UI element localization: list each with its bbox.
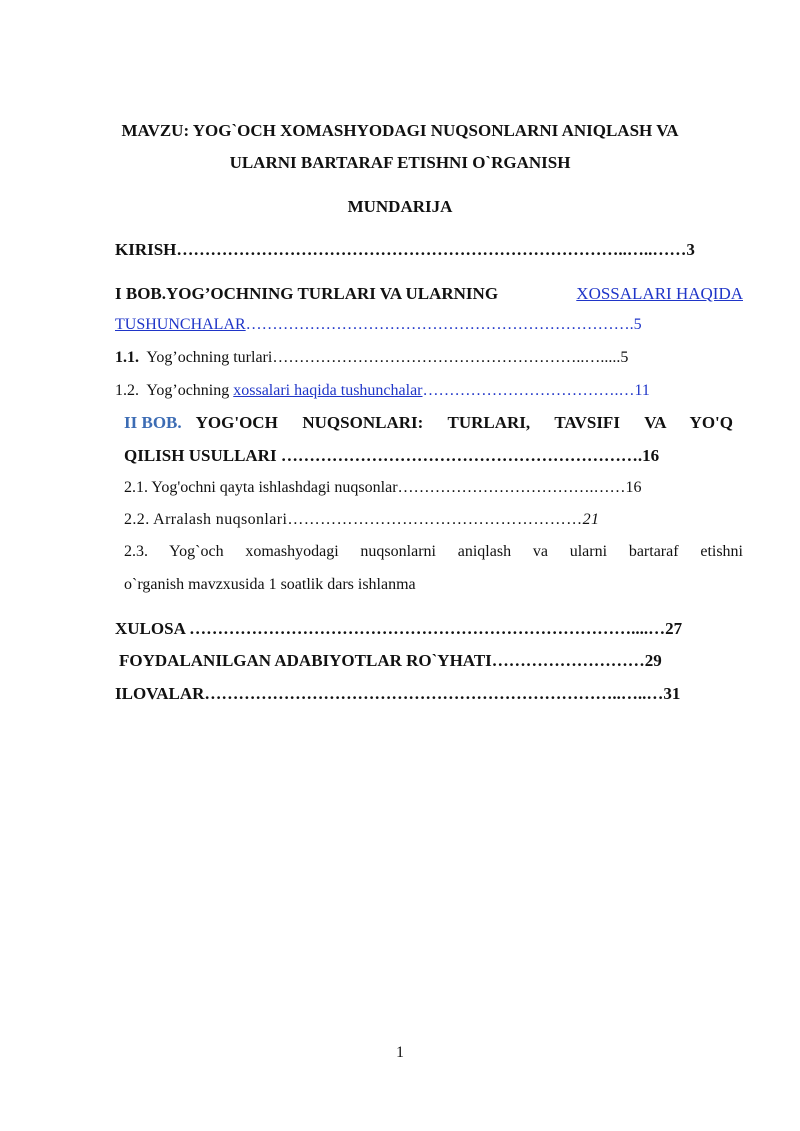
section-dots: ……………………………….…11 bbox=[422, 382, 650, 399]
toc-entry-bob1-line2 bbox=[115, 316, 642, 334]
toc-entry-adabiyotlar: FOYDALANILGAN ADABIYOTLAR RO`YHATI………………………29 bbox=[119, 651, 662, 670]
bob1-link-xossalari[interactable]: XOSSALARI HAQIDA bbox=[576, 284, 743, 303]
toc-entry-ilovalar: ILOVALAR………………………………………………………………..…..…31 bbox=[115, 684, 681, 703]
section-prefix: Yog’ochning bbox=[146, 382, 230, 399]
toc-entry-2-1: 2.1. Yog'ochni qayta ishlashdagi nuqsonlar……………………………….……16 bbox=[124, 479, 642, 496]
toc-entry-xulosa: XULOSA ……………………………………………………………………....…27 bbox=[115, 619, 683, 638]
bob2-title: YOG'OCH NUQSONLARI: TURLARI, TAVSIFI VA YO'Q bbox=[195, 413, 733, 432]
toc-entry-bob1 bbox=[115, 284, 743, 304]
toc-entry-bob2 bbox=[124, 413, 733, 433]
bob2-number: II BOB. bbox=[124, 413, 182, 432]
toc-entry-kirish: KIRISH……………………………………………………………………..…..……3 bbox=[115, 240, 695, 259]
toc-entry-2-2 bbox=[124, 511, 599, 529]
section-page: 21 bbox=[582, 511, 600, 528]
section-text: 2.2. Arralash nuqsonlari……………………………………………… bbox=[124, 511, 583, 528]
title-line-1: MAVZU: YOG`OCH XOMASHYODAGI NUQSONLARNI ANIQLASH VA bbox=[121, 121, 679, 140]
bob1-dots: ……………………………………………………………….5 bbox=[245, 316, 642, 333]
toc-entry-1-2 bbox=[115, 382, 650, 400]
section-number: 1.2. bbox=[115, 382, 139, 399]
bob1-link-tushunchalar[interactable]: TUSHUNCHALAR bbox=[115, 316, 246, 333]
toc-entry-2-3-line2: o`rganish mavzxusida 1 soatlik dars ishlanma bbox=[124, 576, 416, 593]
toc-entry-1-1 bbox=[115, 349, 628, 367]
page-number: 1 bbox=[396, 1044, 404, 1061]
toc-entry-bob2-line2: QILISH USULLARI ……………………………………………………….16 bbox=[124, 446, 660, 465]
toc-entry-2-3-line1: 2.3. Yog`och xomashyodagi nuqsonlarni aniqlash va ularni bartaraf etishni bbox=[124, 543, 743, 560]
title-line-2: ULARNI BARTARAF ETISHNI O`RGANISH bbox=[229, 153, 571, 172]
bob1-prefix: I BOB.YOG’OCHNING TURLARI VA ULARNING bbox=[115, 284, 499, 303]
toc-heading: MUNDARIJA bbox=[347, 197, 453, 216]
section-number: 1.1. bbox=[115, 349, 139, 366]
section-text: Yog’ochning turlari…………………………………………………..….....5 bbox=[146, 349, 629, 366]
link-xossalari-haqida[interactable]: xossalari haqida tushunchalar bbox=[233, 382, 423, 399]
